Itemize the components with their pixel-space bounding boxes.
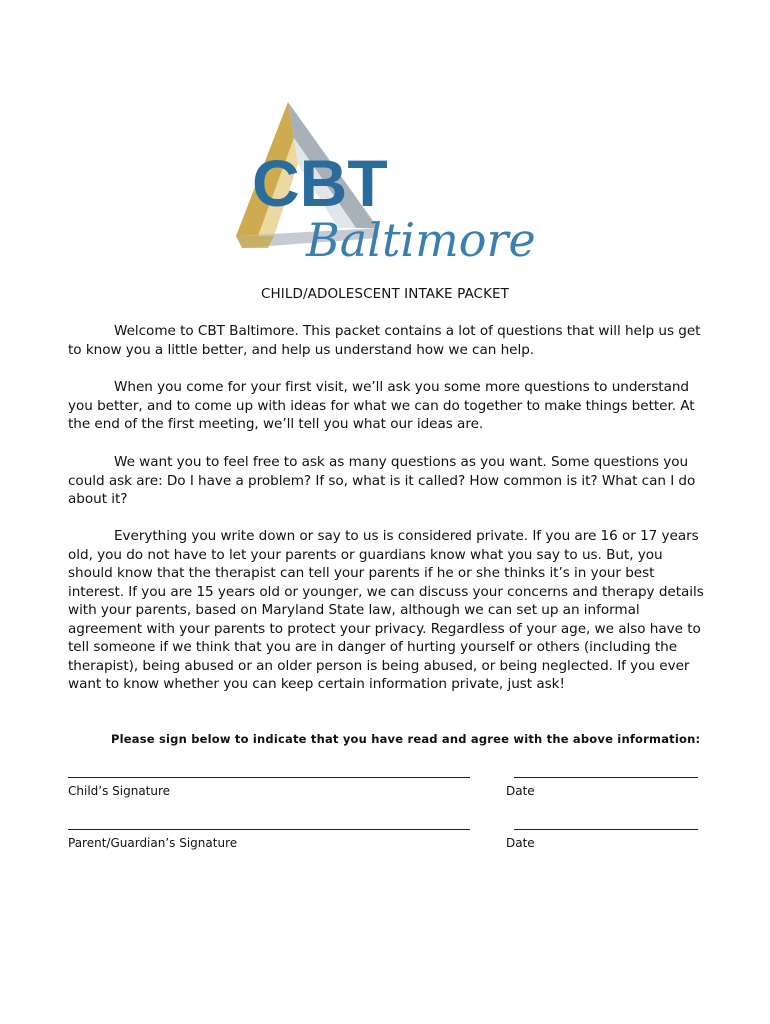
logo-text-baltimore: Baltimore [306,213,536,267]
child-date-line[interactable] [514,777,698,778]
logo-triangle-base-gold [236,236,274,248]
page-title: CHILD/ADOLESCENT INTAKE PACKET [260,286,509,302]
paragraph-text: When you come for your first visit, we’ll ask you some more questions to understand you better, and to come up with ideas for what we can do together to make things better. At the end of the first meeting, we’ll tell you what our ideas are. [68,379,695,432]
child-signature-label: Child’s Signature [68,784,171,798]
paragraph-text: Welcome to CBT Baltimore. This packet contains a lot of questions that will help us get to know you a little better, and help us understand how we can help. [68,323,701,358]
child-date-label: Date [506,784,535,798]
cbt-baltimore-logo [228,98,548,268]
parent-signature-label: Parent/Guardian’s Signature [68,836,238,850]
paragraph-text: We want you to feel free to ask as many questions as you want. Some questions you could ask are: Do I have a problem? If so, what is it called? How common is it? What can I do about it? [68,454,696,507]
child-signature-line[interactable] [68,777,470,778]
paragraph-questions [68,453,708,509]
paragraph-text: Everything you write down or say to us is considered private. If you are 16 or 17 years old, you do not have to let your parents or guardians know what you say to us. But, you should know that the therapist can tell your parents if he or she thinks it’s in your best interest. If you are 15 years old or younger, we can discuss your concerns and therapy details with your parents, based on Maryland State law, although we can set up an informal agreement with your parents to protect your privacy. Regardless of your age, we also have to tell someone if we think that you are in danger of hurting yourself or others (including the therapist), being abused or an older person is being abused, or being neglected. If you ever want to know whether you can keep certain information private, just ask! [68,528,704,692]
parent-date-line[interactable] [514,829,698,830]
paragraph-first-visit [68,378,708,434]
sign-instruction: Please sign below to indicate that you have read and agree with the above information: [111,732,701,746]
parent-date-label: Date [506,836,535,850]
logo-graphic [228,98,548,268]
parent-signature-line[interactable] [68,829,470,830]
paragraph-welcome [68,322,708,359]
logo-text-cbt: CBT [252,146,388,220]
paragraph-privacy [68,527,708,694]
